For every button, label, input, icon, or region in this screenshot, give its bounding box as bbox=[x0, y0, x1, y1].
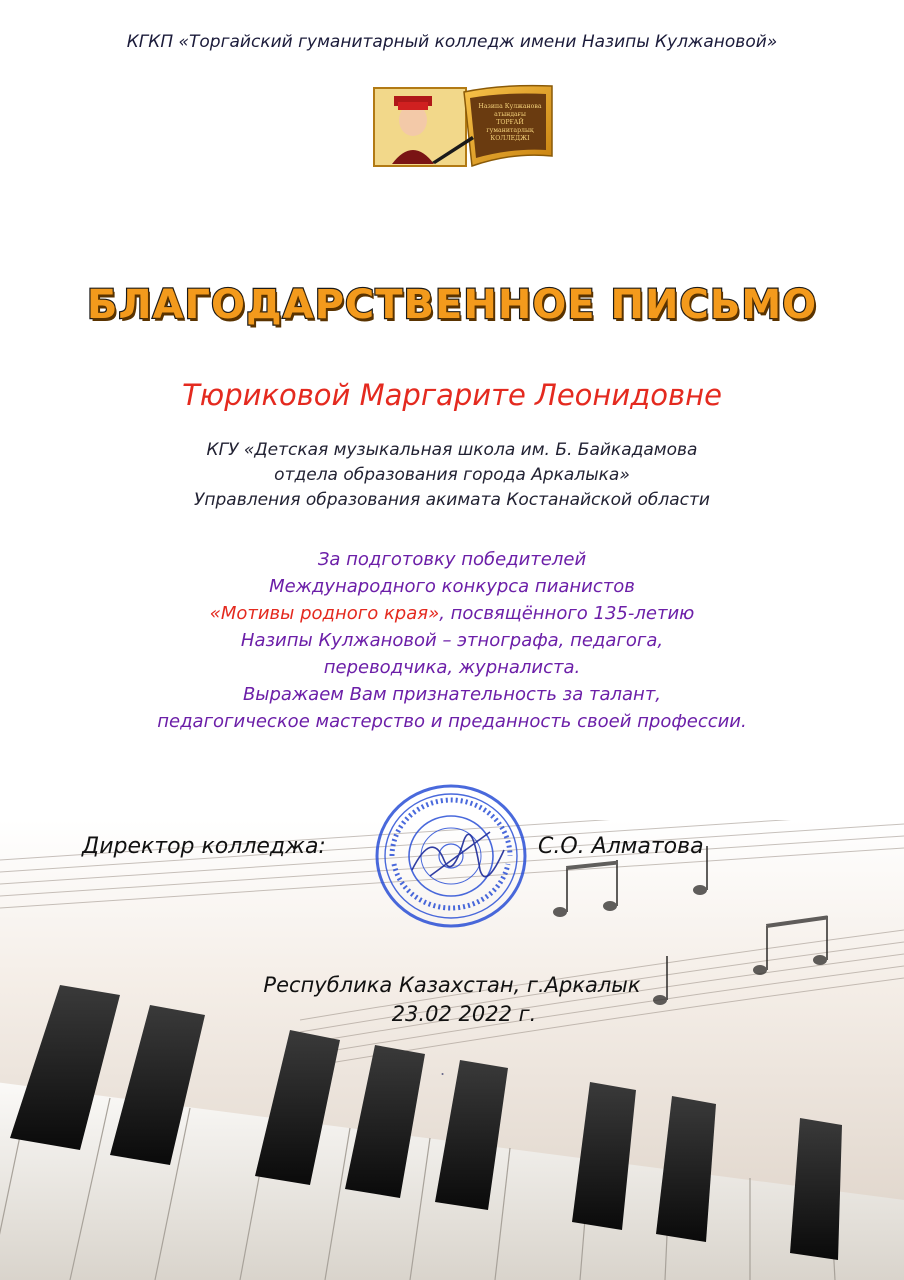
college-logo bbox=[372, 82, 558, 170]
document-title: БЛАГОДАРСТВЕННОЕ ПИСЬМО bbox=[86, 282, 818, 328]
signature-label: Директор колледжа: bbox=[82, 834, 326, 859]
director-name: С.О. Алматова bbox=[538, 834, 704, 859]
organization-line: КГУ «Детская музыкальная школа им. Б. Байкадамова bbox=[206, 440, 698, 460]
reason-line: переводчика, журналиста. bbox=[323, 657, 581, 678]
reason-line: Международного конкурса пианистов bbox=[269, 576, 635, 597]
recipient-name: Тюриковой Маргарите Леонидовне bbox=[182, 378, 722, 412]
issue-date: 23.02 2022 г. bbox=[391, 1002, 537, 1026]
reason-line: Выражаем Вам признательность за талант, bbox=[242, 684, 662, 705]
logo-text-2: атындағы bbox=[494, 111, 526, 118]
organization-line: Управления образования акимата Костанайской области bbox=[194, 490, 710, 510]
reason-line: педагогическое мастерство и преданность своей профессии. bbox=[157, 711, 747, 732]
organization-line: отдела образования города Аркалыка» bbox=[274, 465, 630, 485]
recipient-organization bbox=[0, 438, 904, 513]
logo-text-4: гуманитарлық bbox=[486, 127, 534, 134]
issue-place: Республика Казахстан, г.Аркалык bbox=[263, 973, 641, 997]
official-stamp bbox=[372, 780, 530, 932]
logo-text-3: ТОРҒАЙ bbox=[496, 119, 524, 126]
reason-line: Назипы Кулжановой – этнографа, педагога, bbox=[240, 630, 664, 651]
logo-text-1: Назипа Кулжанова bbox=[478, 103, 542, 110]
stray-dot: . bbox=[440, 1060, 446, 1079]
gratitude-text bbox=[0, 546, 904, 735]
reason-line-rest: , посвящённого 135-летию bbox=[439, 603, 695, 624]
reason-line bbox=[0, 600, 904, 627]
logo-text-5: КОЛЛЕДЖІ bbox=[490, 135, 530, 142]
contest-name: «Мотивы родного края» bbox=[209, 603, 440, 624]
reason-line: За подготовку победителей bbox=[317, 549, 587, 570]
college-name: КГКП «Торгайский гуманитарный колледж имени Назипы Кулжановой» bbox=[126, 32, 778, 52]
